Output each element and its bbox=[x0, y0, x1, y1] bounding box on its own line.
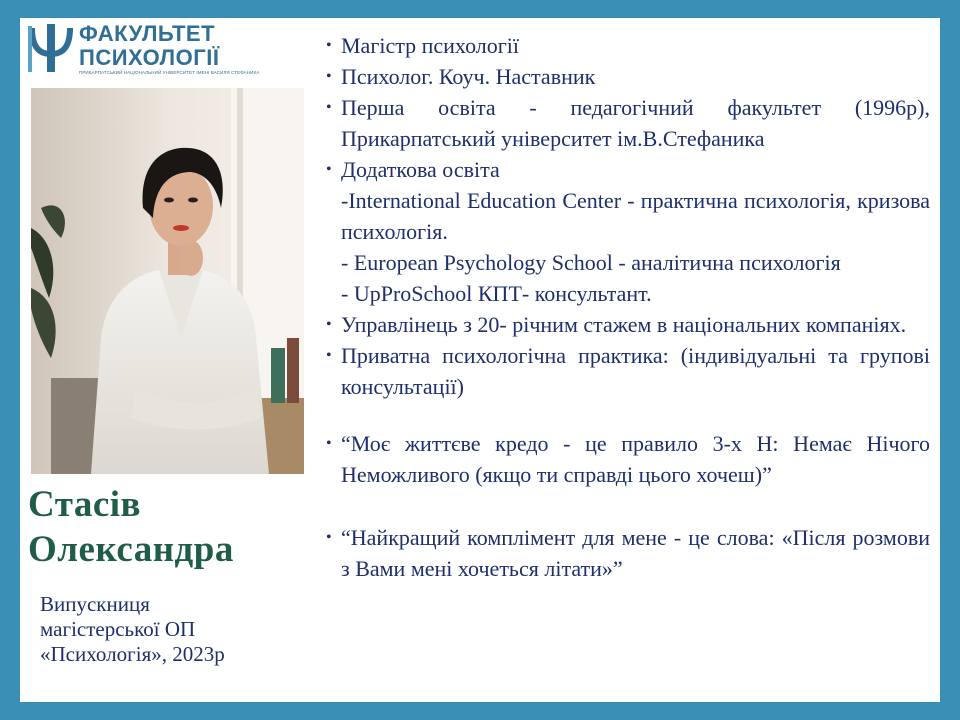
bullet-icon: • bbox=[326, 529, 332, 546]
graduate-line-2: магістерської ОП bbox=[40, 617, 196, 641]
bio-list bbox=[326, 30, 930, 584]
list-subitem: -International Education Center - практична психологія, кризова психологія. bbox=[341, 188, 930, 244]
graduate-line-1: Випускниця bbox=[40, 592, 150, 616]
psi-logo-icon bbox=[26, 22, 76, 74]
bullet-icon: • bbox=[326, 99, 332, 116]
person-name-line-1: Стасів bbox=[28, 484, 142, 525]
list-subitem: - UpProSchool КПТ- консультант. bbox=[341, 281, 652, 306]
list-item: • Магістр психології bbox=[326, 30, 930, 61]
slide bbox=[20, 18, 940, 702]
list-item: • Додаткова освіта bbox=[326, 154, 930, 185]
bullet-icon: • bbox=[326, 435, 332, 452]
graduate-line-3: «Психологія», 2023р bbox=[40, 642, 225, 666]
logo-line-2: ПСИХОЛОГІЇ bbox=[79, 45, 220, 70]
list-item: • “Моє життєве кредо - це правило 3-х Н: Немає Нічого Неможливого (якщо ти справді цього хочеш)” bbox=[326, 428, 930, 490]
bullet-icon: • bbox=[326, 347, 332, 364]
person-name-line-2: Олександра bbox=[28, 529, 234, 570]
spacer bbox=[326, 402, 930, 428]
list-item: • Психолог. Коуч. Наставник bbox=[326, 61, 930, 92]
person-name bbox=[28, 482, 234, 572]
list-item: • Управлінець з 20- річним стажем в національних компаніях. bbox=[326, 309, 930, 340]
list-item: • Перша освіта - педагогічний факультет (1996р), Прикарпатський університет ім.В.Стефаника bbox=[326, 92, 930, 154]
bullet-icon: • bbox=[326, 37, 332, 54]
portrait-photo bbox=[31, 88, 304, 474]
list-item: • “Найкращий комплімент для мене - це слова: «Після розмови з Вами мені хочеться літати»” bbox=[326, 522, 930, 584]
list-item: • Приватна психологічна практика: (індивідуальні та групові консультації) bbox=[326, 340, 930, 402]
faculty-logo bbox=[26, 21, 260, 77]
graduate-info bbox=[40, 592, 225, 667]
logo-line-1: ФАКУЛЬТЕТ bbox=[79, 21, 216, 46]
bullet-icon: • bbox=[326, 161, 332, 178]
bullet-icon: • bbox=[326, 68, 332, 85]
logo-tagline: ПРИКАРПАТСЬКИЙ НАЦІОНАЛЬНИЙ УНІВЕРСИТЕТ ІМЕНІ ВАСИЛЯ СТЕФАНИКА bbox=[79, 70, 260, 75]
bullet-icon: • bbox=[326, 316, 332, 333]
spacer bbox=[326, 490, 930, 522]
list-subitem: - European Psychology School - аналітична психологія bbox=[341, 250, 841, 275]
